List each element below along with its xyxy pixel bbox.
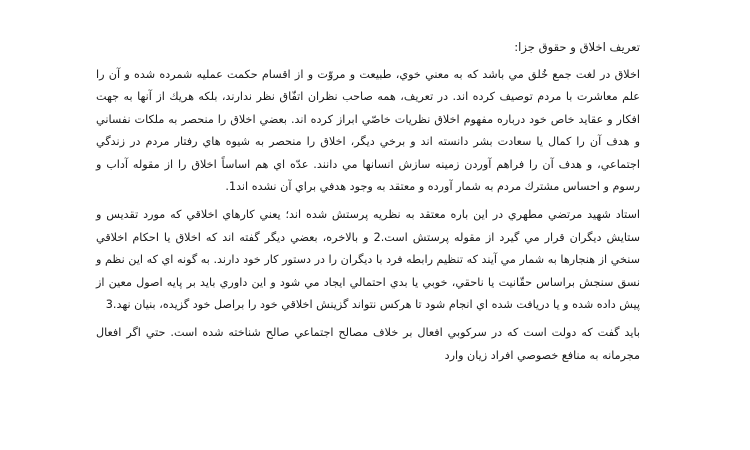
document-page xyxy=(96,36,640,373)
paragraph-ethics-definition: اخلاق در لغت جمع خُلق مي باشد كه به معني خوي، طبيعت و مروّت و از اقسام حكمت عمليه شمرده شده و آن را علم معاشرت با مردم توصيف كرده اند. در تعريف، همه صاحب نظران اتفّاق نظر ندارند، بلكه هريك از آنها به جهت افكار و عقايد خاص خود درباره مفهوم اخلاق نظريات خاصّي ابراز كرده اند. بعضي اخلاق را منحصر به ملكات نفساني و هدف آن را كمال يا سعادت بشر دانسته اند و برخي ديگر، اخلاق را منحصر به شيوه هاي رفتار مردم در زندگي اجتماعي، و هدف آن را فراهم آوردن زمينه سازش انسانها مي دانند. عدّه اي هم اساساً اخلاق را از مقوله آداب و رسوم و احساس مشترك مردم به شمار آورده و معتقد به وجود هدفي براي آن نشده اند1. xyxy=(96,68,640,194)
paragraph-state-role: بايد گفت كه دولت است كه در سركوبي افعال بر خلاف مصالح اجتماعي صالح شناخته شده است. حتي اگر افعال مجرمانه به منافع خصوصي افراد زيان وارد xyxy=(96,326,640,362)
paragraph-motahari-theory: استاد شهيد مرتضي مطهري در اين باره معتقد به نظريه پرستش شده اند؛ يعني كارهاي اخلاقي كه مورد تقديس و ستايش ديگران قرار مي گيرد از مقوله پرستش است.2 و بالاخره، بعضي ديگر گفته اند كه اخلاق يا احكام اخلاقي سنخي از هنجارها به شمار مي آيند كه تنظيم رابطه فرد با ديگران را در دستور كار خود دارند. به گونه اي كه اين نظم و نسق سنجش براساس حقّانيت يا ناحقي، خوبي يا بدي احتمالي ايجاد مي شود و اين داوري بايد بر پايه اصول معين از پيش داده شده و يا دريافت شده اي انجام شود تا هركس نتواند گزينش اخلاقي خود را براصل خود گزيده، بنيان نهد.3 xyxy=(96,208,640,312)
document-heading: تعريف اخلاق و حقوق جزا: xyxy=(514,40,640,54)
